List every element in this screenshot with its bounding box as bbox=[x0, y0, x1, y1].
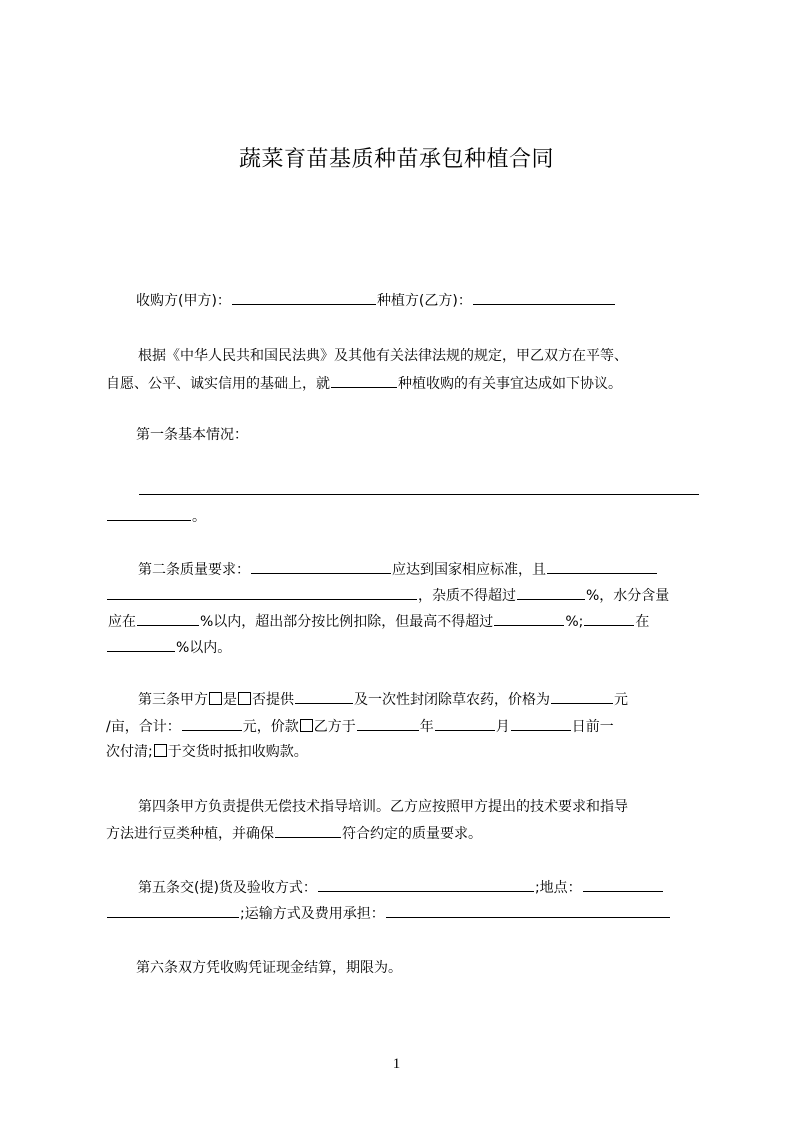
article-4-text-a: 方法进行豆类种植，并确保 bbox=[106, 826, 274, 842]
pay-before-checkbox[interactable] bbox=[300, 719, 313, 732]
intro-line-1: 根据《中华人民共和国民法典》及其他有关法律法规的规定，甲乙双方在平等、 bbox=[138, 348, 628, 364]
article-2-line-2 bbox=[106, 585, 706, 605]
no-checkbox[interactable] bbox=[238, 692, 251, 705]
crop-blank[interactable] bbox=[331, 373, 397, 388]
intro-text-b: 种植收购的有关事宜达成如下协议。 bbox=[398, 376, 622, 392]
grower-label: 种植方(乙方)： bbox=[376, 293, 472, 309]
article-3-text-f: /亩，合计： bbox=[106, 719, 181, 735]
article-1-end: 。 bbox=[192, 509, 206, 525]
crop-quality-blank[interactable] bbox=[275, 823, 341, 838]
article-1-blank-line-1 bbox=[138, 480, 738, 500]
intro-text-a: 自愿、公平、诚实信用的基础上，就 bbox=[106, 376, 330, 392]
article-3-heading: 第三条甲方 bbox=[138, 692, 208, 708]
article-2-text-i: %以内。 bbox=[176, 640, 232, 656]
article-2-text-f: %以内，超出部分按比例扣除，但最高不得超过 bbox=[200, 614, 494, 630]
max-deduction-blank[interactable] bbox=[494, 611, 564, 626]
article-3-text-c: 否提供 bbox=[252, 692, 294, 708]
day-blank[interactable] bbox=[511, 716, 571, 731]
article-1-blank-line-2 bbox=[106, 506, 706, 526]
article-2-text-c: ，杂质不得超过 bbox=[418, 588, 516, 604]
price-blank[interactable] bbox=[551, 689, 613, 704]
article-5-text-b: ;地点： bbox=[534, 880, 582, 896]
page-number: 1 bbox=[392, 1056, 401, 1072]
total-blank[interactable] bbox=[182, 716, 242, 731]
intro-line-2 bbox=[106, 373, 706, 393]
article-3-text-l: 次付清; bbox=[106, 744, 153, 760]
article-3-text-e: 元 bbox=[614, 692, 628, 708]
article-2-line-4 bbox=[106, 637, 706, 657]
impurity-blank[interactable] bbox=[517, 585, 585, 600]
yes-checkbox[interactable] bbox=[209, 692, 222, 705]
article-3-text-g: 元，价款 bbox=[242, 719, 299, 735]
article-6: 第六条双方凭收购凭证现金结算，期限为。 bbox=[136, 960, 402, 976]
year-blank[interactable] bbox=[357, 716, 419, 731]
article-3-line-1 bbox=[138, 689, 738, 709]
seedling-blank[interactable] bbox=[295, 689, 353, 704]
article-2-text-d: %，水分含量 bbox=[586, 588, 670, 604]
article-2-line-3 bbox=[108, 611, 708, 631]
article-3-text-k: 日前一 bbox=[571, 719, 614, 735]
article-3-text-d: 及一次性封闭除草农药，价格为 bbox=[354, 692, 550, 708]
article-5-line-2 bbox=[106, 903, 706, 923]
delivery-method-blank[interactable] bbox=[318, 877, 534, 892]
month-blank[interactable] bbox=[435, 716, 495, 731]
article-2-heading: 第二条质量要求： bbox=[138, 562, 250, 578]
location-blank-2[interactable] bbox=[107, 903, 239, 918]
article-3-line-2 bbox=[106, 716, 706, 736]
other-item-blank[interactable] bbox=[584, 611, 634, 626]
article-2-text-h: 在 bbox=[635, 614, 650, 630]
article-2-line-1 bbox=[138, 559, 738, 579]
location-blank-1[interactable] bbox=[583, 877, 663, 892]
article-5-text-c: ;运输方式及费用承担： bbox=[240, 906, 385, 922]
article-4-line-2 bbox=[106, 823, 706, 843]
article-3-text-j: 月 bbox=[495, 719, 510, 735]
article-3-text-b: 是 bbox=[223, 692, 237, 708]
article-3-text-h: 乙方于 bbox=[313, 719, 356, 735]
deduct-checkbox[interactable] bbox=[154, 744, 167, 757]
article-2-text-e: 应在 bbox=[108, 614, 136, 630]
quality-item-blank[interactable] bbox=[251, 559, 391, 574]
moisture-blank[interactable] bbox=[137, 611, 199, 626]
buyer-name-blank[interactable] bbox=[232, 290, 376, 305]
article-5-line-1 bbox=[138, 877, 738, 897]
basic-info-blank-1[interactable] bbox=[139, 480, 699, 495]
quality-extra-blank[interactable] bbox=[547, 559, 657, 574]
article-4-text-b: 符合约定的质量要求。 bbox=[342, 826, 482, 842]
article-1-heading: 第一条基本情况： bbox=[136, 427, 248, 443]
parties-line bbox=[136, 290, 736, 310]
other-percent-blank[interactable] bbox=[107, 637, 175, 652]
article-5-heading: 第五条交(提)货及验收方式： bbox=[138, 880, 317, 896]
article-3-text-m: 于交货时抵扣收购款。 bbox=[167, 744, 308, 760]
basic-info-blank-2[interactable] bbox=[107, 506, 191, 521]
quality-spec-blank[interactable] bbox=[107, 585, 417, 600]
article-3-text-i: 年 bbox=[419, 719, 434, 735]
article-3-line-3 bbox=[106, 742, 706, 762]
article-4-line-1: 第四条甲方负责提供无偿技术指导培训。乙方应按照甲方提出的技术要求和指导 bbox=[138, 799, 628, 815]
document-title: 蔬菜育苗基质种苗承包种植合同 bbox=[238, 147, 554, 172]
buyer-label: 收购方(甲方)： bbox=[136, 293, 231, 309]
article-2-text-b: 应达到国家相应标准，且 bbox=[392, 562, 546, 578]
transport-cost-blank[interactable] bbox=[386, 903, 670, 918]
article-2-text-g: %; bbox=[565, 614, 584, 630]
grower-name-blank[interactable] bbox=[473, 290, 615, 305]
